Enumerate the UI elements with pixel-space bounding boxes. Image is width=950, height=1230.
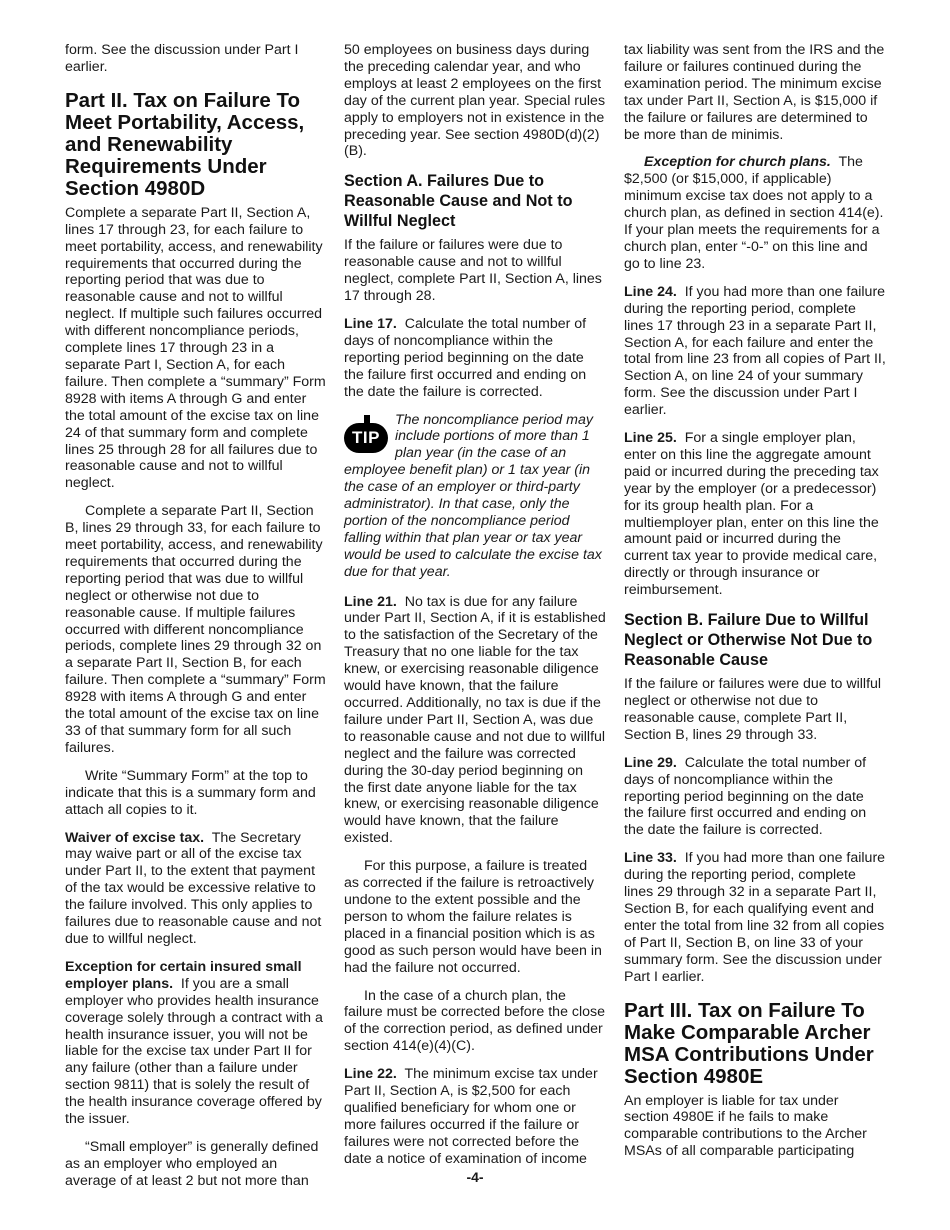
column-3 [624,42,886,1171]
column-1 [65,42,327,1201]
paragraph-line-33 [624,850,886,985]
paragraph-section-a: If the failure or failures were due to reasonable cause and not to willful neglect, complete Part II, Section A, lines 17 through 28. [344,237,602,305]
line-22-lead: Line 22. [344,1066,397,1083]
paragraph-line-25 [624,430,886,599]
tip-text: The noncompliance period may include portions of more than 1 plan year (in the case of an employee benefit plan) or 1 tax year (in the case of an employer or third-party administrator). In that case, only the portion of the noncompliance period falling within that plan year or tax year would be used to calculate the excise tax due for that year. [344,411,602,580]
waiver-lead: Waiver of excise tax. [65,829,205,846]
paragraph-exception-small-employer [65,959,327,1128]
heading-part-2: Part II. Tax on Failure To Meet Portability, Access, and Renewability Requirements Under Section 4980D [65,88,305,200]
page-number: -4- [466,1169,484,1185]
line-21-text: No tax is due for any failure under Part II, Section A, if it is established to the satisfaction of the Secretary of the Treasury that no one liable for the tax knew, or exercising reasonable diligence would have known, that the failure occurred. Additionally, no tax is due if the failure under Part II, Section A, was due to reasonable cause and not due to willful neglect and the failure was corrected during the 30-day period beginning on the first date anyone liable for the tax knew, or exercising reasonable diligence would have known, that the failure existed. [344,593,606,847]
line-17-text: Calculate the total number of days of noncompliance within the reporting period beginning on the date the failure first occurred and ending on the date the failure is corrected. [344,315,587,400]
heading-section-b: Section B. Failure Due to Willful Neglect or Otherwise Not Due to Reasonable Cause [624,611,873,670]
column-2 [344,42,606,1179]
paragraph-line-29 [624,755,886,840]
waiver-text: The Secretary may waive part or all of the excise tax under Part II, to the extent that payment of the tax would be excessive relative to the failure involved. This only applies to failures due to reasonable cause and not due to willful neglect. [65,829,322,947]
exception-church-lead: Exception for church plans. [644,154,831,171]
paragraph-line-17 [344,316,606,401]
paragraph-waiver [65,830,327,948]
line-25-text: For a single employer plan, enter on this line the aggregate amount paid or incurred during the preceding tax year by the employer (or a predecessor) for its group health plan. For a multiemployer plan, enter on this line the amount paid or incurred during the current tax year to provide medical care, directly or through insurance or reimbursement. [624,430,879,599]
paragraph-section-b: If the failure or failures were due to willful neglect or otherwise not due to reasonable cause, complete Part II, Section B, lines 29 through 33. [624,676,882,743]
exception-lead: Exception for certain insured small employer plans. [65,958,302,992]
heading-part-3: Part III. Tax on Failure To Make Comparable Archer MSA Contributions Under Section 4980E [624,998,874,1088]
paragraph-small-employer: “Small employer” is generally defined as an employer who employed an average of at least 2 but not more than [65,1138,319,1189]
paragraph-part-3: An employer is liable for tax under section 4980E if he fails to make comparable contributions to the Archer MSAs of all comparable participating [624,1092,867,1160]
line-24-text: If you had more than one failure during the reporting period, complete lines 17 through 23 in a separate Part II, Section A, for each failure and enter the total from line 23 from all copies of Part II, Section A, on line 24 of your summary form. See the discussion under Part I earlier. [624,283,886,419]
paragraph-church-plan: In the case of a church plan, the failure must be corrected before the close of the correction period, as defined under section 414(e)(4)(C). [344,987,606,1055]
paragraph-exception-church [624,154,886,272]
paragraph-summary-form: Write “Summary Form” at the top to indicate that this is a summary form and attach all copies to it. [65,767,316,818]
paragraph-line-21 [344,594,606,848]
line-21-lead: Line 21. [344,593,397,610]
line-29-lead: Line 29. [624,754,677,771]
paragraph-part2-section-b: Complete a separate Part II, Section B, lines 29 through 33, for each failure to meet portability, access, and renewability requirements that occurred during the reporting period that was due to willful neglect or otherwise not due to reasonable cause. If multiple failures occurred with different noncompliance periods, complete lines 29 through 32 on a separate Part II, Section B, for each failure. Then complete a “summary” Form 8928 with items A through G and enter the total amount of the excise tax on line 33 of that summary form for all such failures. [65,503,326,756]
line-25-lead: Line 25. [624,430,677,447]
paragraph-part2-section-a: Complete a separate Part II, Section A, lines 17 through 23, for each failure to meet portability, access, and renewability requirements that occurred during the reporting period that was due to reasonable cause and not to willful neglect. If multiple such failures occurred with different noncompliance periods, complete lines 17 through 23 in a separate Part I, Section A, for each failure. Then complete a “summary” Form 8928 with items A through G and enter the total amount of the excise tax on line 24 of that summary form and complete lines 25 through 28 for all failures due to reasonable cause and not to willful neglect. [65,204,326,492]
line-24-lead: Line 24. [624,283,677,300]
paragraph-line-22 [344,1066,606,1167]
line-33-lead: Line 33. [624,850,677,867]
line-17-lead: Line 17. [344,315,397,332]
exception-church-text: The $2,500 (or $15,000, if applicable) minimum excise tax does not apply to a church plan, as defined in section 414(e). If your plan meets the requirements for a church plan, enter “-0-” on this line and go to line 23. [624,154,884,272]
line-29-text: Calculate the total number of days of noncompliance within the reporting period beginning on the date the failure first occurred and ending on the date the failure is corrected. [624,754,867,839]
tip-note [344,412,606,581]
line-33-text: If you had more than one failure during the reporting period, complete lines 29 through 32 in a separate Part II, Section B, for each qualifying event and enter the total from line 32 from all copies of Part II, Section B, on line 33 of your summary form. See the discussion under Part I earlier. [624,850,886,985]
exception-text: If you are a small employer who provides health insurance coverage solely through a contract with a health insurance issuer, you will not be liable for the excise tax under Part II for any failure (other than a failure under section 9811) that is solely the result of the health insurance coverage offered by the issuer. [65,975,323,1128]
tip-icon [344,415,388,457]
paragraph-continued: 50 employees on business days during the preceding calendar year, and who employs at least 2 employees on the first day of the current plan year. Special rules apply to employers not in existence in the preceding year. See section 4980D(d)(2)(B). [344,42,606,160]
heading-section-a: Section A. Failures Due to Reasonable Cause and Not to Willful Neglect [344,172,573,231]
paragraph-purpose: For this purpose, a failure is treated as corrected if the failure is retroactively undone to the extent possible and the person to whom the failure relates is placed in a financial position which is as good as such person would have been in had the failure not occurred. [344,858,602,976]
tip-label: TIP [344,423,388,453]
paragraph-line-24 [624,284,886,419]
paragraph-continued: tax liability was sent from the IRS and the failure or failures continued during the examination period. The minimum excise tax under Part II, Section A, is $15,000 if the failure or failures are determined to be more than de minimis. [624,42,885,143]
paragraph-continued: form. See the discussion under Part I earlier. [65,42,299,75]
line-22-text: The minimum excise tax under Part II, Section A, is $2,500 for each qualified beneficiary for whom one or more failures occurred if the failure or failures were not corrected before the date a notice of examination of income [344,1066,598,1167]
